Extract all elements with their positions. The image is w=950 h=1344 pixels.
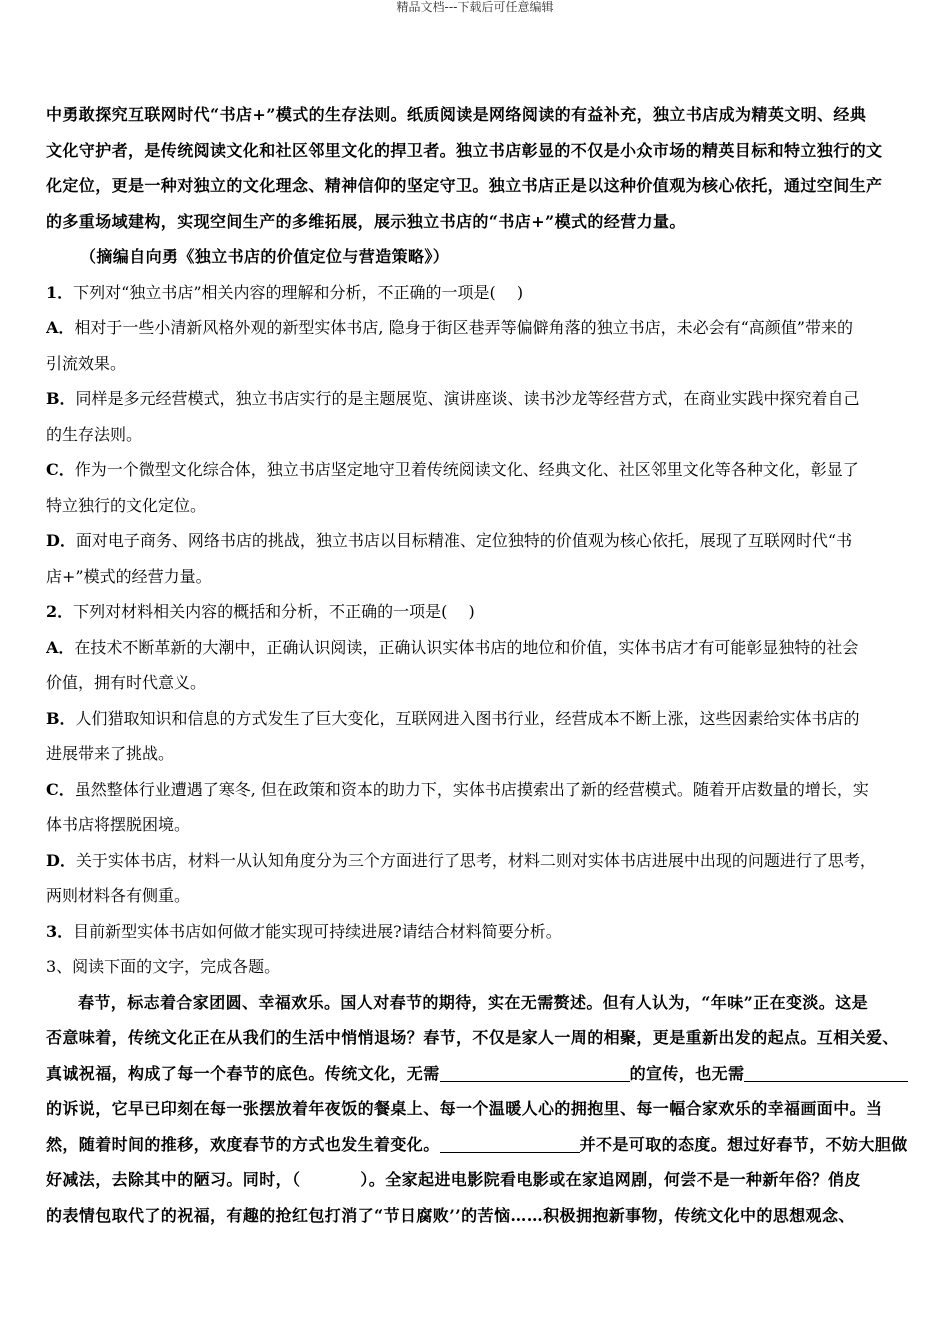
question-3-stem (46, 914, 908, 950)
option-continuation: 进展带来了挑战。 (46, 744, 175, 763)
option-continuation: 引流效果。 (46, 353, 127, 373)
passage-line: 文化守护者，是传统阅读文化和社区邻里文化的捍卫者。独立书店彰显的不仅是小众市场的精英目标和特立独行的文 (46, 140, 883, 160)
question-text: 下列对材料相关内容的概括和分析，不正确的一项是( ) (73, 602, 475, 621)
question-1-option-b (46, 381, 908, 417)
option-label: B． (46, 708, 76, 728)
option-label: D． (46, 531, 76, 550)
question-number: 1． (46, 282, 74, 302)
option-label: C． (46, 460, 75, 479)
document-body (46, 97, 908, 1233)
question-1-option-c (46, 452, 908, 488)
option-text: 作为一个微型文化综合体，独立书店坚定地守卫着传统阅读文化、经典文化、社区邻里文化等各种文化，彰显了 (74, 460, 859, 479)
section-3-paragraph-line: 否意味着，传统文化正在从我们的生活中悄悄退场？春节，不仅是家人一周的相聚，更是重新出发的起点。互相关爱、 (46, 1028, 899, 1047)
option-continuation: 特立独行的文化定位。 (46, 495, 207, 515)
option-continuation: 店+”模式的经营力量。 (46, 566, 212, 586)
text-segment: 并不是可取的态度。想过好春节，不妨大胆做 (579, 1134, 908, 1154)
section-3-paragraph-line: 春节，标志着合家团圆、幸福欢乐。国人对春节的期待，实在无需赘述。但有人认为，“年味”正在变淡。这是 (78, 992, 869, 1012)
passage-line: 化定位，更是一种对独立的文化理念、精神信仰的坚定守卫。独立书店正是以这种价值观为核心依托，通过空间生产 (46, 176, 883, 195)
fill-in-blank (440, 1134, 580, 1153)
option-label: C． (46, 779, 75, 799)
fill-in-blank (744, 1063, 908, 1082)
option-continuation: 的生存法则。 (46, 424, 143, 444)
question-1-option-d (46, 523, 908, 559)
option-text: 同样是多元经营模式，独立书店实行的是主题展览、演讲座谈、读书沙龙等经营方式，在商业实践中探究着自己 (75, 389, 860, 408)
passage-source: （摘编自向勇《独立书店的价值定位与营造策略》） (80, 247, 450, 266)
question-2-option-a (46, 630, 908, 666)
section-3-paragraph-line (46, 1162, 908, 1198)
question-text: 目前新型实体书店如何做才能实现可持续进展?请结合材料简要分析。 (73, 921, 562, 941)
section-3-paragraph-line: 的表情包取代了的祝福，有趣的抢红包打消了“节日腐败’’的苦恼……积极拥抱新事物，传统文化中的思想观念、 (46, 1205, 855, 1225)
fill-in-blank (440, 1063, 630, 1082)
option-continuation: 两则材料各有侧重。 (46, 886, 191, 905)
option-text: 人们猎取知识和信息的方式发生了巨大变化，互联网进入图书行业，经营成本不断上涨，这些因素给实体书店的 (75, 708, 860, 728)
section-3-paragraph-line (46, 1127, 908, 1163)
option-continuation: 价值，拥有时代意义。 (46, 673, 207, 692)
section-3-heading: 3、阅读下面的文字，完成各题。 (46, 957, 281, 976)
option-label: A． (46, 637, 75, 657)
option-text: 虽然整体行业遭遇了寒冬, 但在政策和资本的助力下，实体书店摸索出了新的经营模式。随着开店数量的增长，实 (74, 779, 869, 799)
option-label: A． (46, 318, 75, 337)
question-2-option-b (46, 701, 908, 737)
passage-line: 的多重场域建构，实现空间生产的多维拓展，展示独立书店的“书店+”模式的经营力量。 (46, 211, 686, 231)
document-header-note: 精品文档---下载后可任意编辑 (396, 0, 554, 14)
section-3-paragraph-line (46, 1056, 908, 1092)
text-segment: 真诚祝福，构成了每一个春节的底色。传统文化，无需 (46, 1063, 440, 1083)
text-segment: 然，随着时间的推移，欢度春节的方式也发生着变化。 (46, 1134, 440, 1154)
question-2-option-c (46, 772, 908, 808)
option-continuation: 体书店将摆脱困境。 (46, 815, 191, 834)
section-3-paragraph-line: 的诉说，它早已印刻在每一张摆放着年夜饭的餐桌上、每一个温暖人心的拥抱里、每一幅合家欢乐的幸福画面中。当 (46, 1099, 883, 1118)
question-2-option-d (46, 843, 908, 879)
option-text: 相对于一些小清新风格外观的新型实体书店, 隐身于街区巷弄等偏僻角落的独立书店，未必会有“高颜值”带来的 (74, 318, 853, 337)
question-text: 下列对“独立书店”相关内容的理解和分析，不正确的一项是( ) (73, 282, 524, 302)
question-number: 2． (46, 602, 74, 621)
text-segment: 的宣传，也无需 (629, 1063, 745, 1083)
question-2-stem (46, 594, 908, 630)
option-text: 关于实体书店，材料一从认知角度分为三个方面进行了思考，材料二则对实体书店进展中出现的问题进行了思考， (75, 850, 876, 870)
option-text: 面对电子商务、网络书店的挑战，独立书店以目标精准、定位独特的价值观为核心依托，展现了互联网时代“书 (75, 531, 853, 550)
question-1-option-a (46, 310, 908, 346)
option-label: B． (46, 389, 76, 408)
passage-line: 中勇敢探究互联网时代“书店+”模式的生存法则。纸质阅读是网络阅读的有益补充，独立书店成为精英文明、经典 (46, 105, 867, 124)
option-text: 在技术不断革新的大潮中，正确认识阅读，正确认识实体书店的地位和价值，实体书店才有可能彰显独特的社会 (74, 637, 859, 657)
option-label: D． (46, 850, 76, 870)
text-segment: ）。全家起进电影院看电影或在家追网剧，何尝不是一种新年俗？俏皮 (360, 1170, 861, 1189)
text-segment: 好减法，去除其中的陋习。同时，（ (46, 1170, 301, 1189)
question-number: 3． (46, 921, 74, 941)
question-1-stem (46, 275, 908, 311)
